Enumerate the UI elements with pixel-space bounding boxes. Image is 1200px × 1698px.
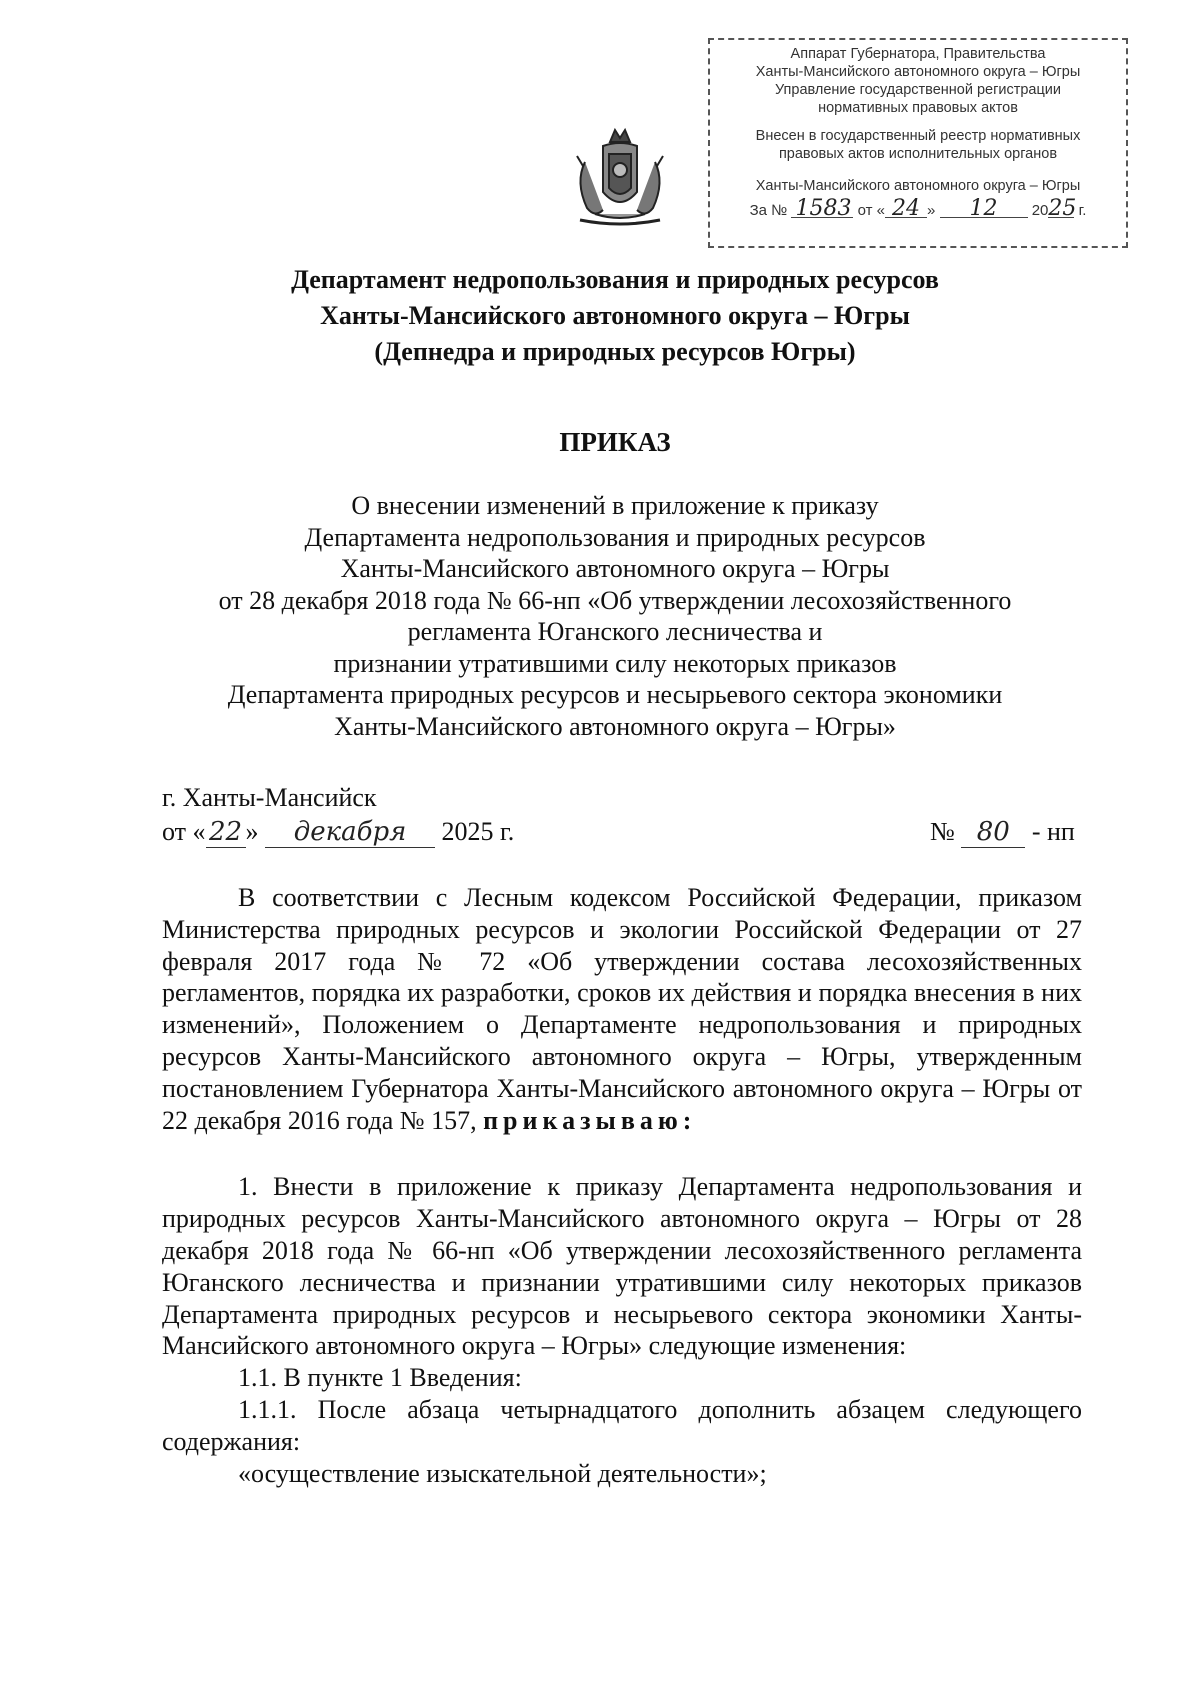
number-suffix: - нп [1031, 817, 1075, 846]
order-word: приказываю: [483, 1105, 697, 1135]
document-date [162, 817, 514, 848]
number-value: 80 [961, 817, 1025, 848]
number-prefix: № [930, 817, 955, 846]
registration-stamp [708, 38, 1128, 248]
stamp-reg-year-end: г. [1078, 202, 1087, 219]
subject-line: регламента Юганского лесничества и [407, 617, 823, 646]
subject-line: от 28 декабря 2018 года № 66-нп «Об утверждении лесохозяйственного [218, 585, 1012, 615]
date-day: 22 [206, 817, 246, 848]
department-short-name: (Депнедра и природных ресурсов Югры) [374, 337, 856, 366]
document-type: ПРИКАЗ [559, 427, 671, 457]
date-prefix: от « [162, 817, 206, 846]
stamp-reg-number: 1583 [791, 200, 853, 218]
place: г. Ханты-Мансийск [162, 783, 377, 812]
stamp-line: Внесен в государственный реестр нормативных [755, 128, 1081, 144]
coat-of-arms-icon [565, 122, 675, 232]
stamp-line: правовых актов исполнительных органов [778, 146, 1058, 162]
item-paragraph: 1.1. В пункте 1 Введения: [238, 1363, 522, 1393]
document-number [930, 817, 1075, 848]
stamp-line: Ханты-Мансийского автономного округа – Югры [755, 178, 1081, 194]
stamp-reg-quote: » [927, 202, 936, 219]
stamp-line: нормативных правовых актов [818, 100, 1018, 116]
subject-line: Ханты-Мансийского автономного округа – Югры» [334, 711, 896, 741]
subject-line: Департамента недропользования и природных ресурсов [304, 522, 926, 552]
subject-line: Департамента природных ресурсов и несырьевого сектора экономики [227, 680, 1003, 709]
stamp-reg-day: 24 [885, 200, 927, 218]
item-paragraph: «осуществление изыскательной деятельности»; [238, 1458, 767, 1488]
stamp-reg-month: 12 [940, 200, 1028, 218]
subject-line: О внесении изменений в приложение к приказу [351, 491, 879, 520]
date-month: декабря [265, 817, 435, 848]
subject-line: Ханты-Мансийского автономного округа – Югры [340, 554, 890, 583]
stamp-line: Аппарат Губернатора, Правительства [790, 46, 1046, 62]
department-name: Департамент недропользования и природных ресурсов [291, 265, 939, 294]
date-year: 2025 г. [441, 817, 515, 846]
department-header [120, 262, 1110, 370]
stamp-reg-prefix: За № [749, 202, 788, 219]
department-region: Ханты-Мансийского автономного округа – Югры [320, 301, 910, 330]
stamp-line: Управление государственной регистрации [774, 82, 1062, 98]
preamble-text: В соответствии с Лесным кодексом Российской Федерации, приказом Министерства природных ресурсов и экологии Российской Федерации от 27 февраля 2017 года № 72 «Об утверждении состава лесохозяйственных регламентов, порядка их разработки, сроков их действия и порядка внесения в них изменений», Положением о Департаменте недропользования и природных ресурсов Ханты-Мансийского автономного округа – Югры, утвержденным постановлением Губернатора Ханты-Мансийского автономного округа – Югры от 22 декабря 2016 года № 157, [162, 883, 1082, 1135]
stamp-reg-year-suffix: 25 [1048, 196, 1077, 221]
date-quote: » [245, 817, 259, 846]
stamp-line: Ханты-Мансийского автономного округа – Югры [755, 64, 1081, 80]
stamp-reg-year-prefix: 20 [1031, 202, 1049, 219]
subject-line: признании утратившими силу некоторых приказов [333, 648, 897, 678]
document-body [162, 882, 1082, 1489]
item-paragraph: 1. Внести в приложение к приказу Департамента недропользования и природных ресурсов Ханты-Мансийского автономного округа – Югры от 28 декабря 2018 года № 66-нп «Об утверждении лесохозяйственного регламента Юганского лесничества и признании утратившими силу некоторых приказов Департамента природных ресурсов и несырьевого сектора экономики Ханты-Мансийского автономного округа – Югры» следующие изменения: [162, 1172, 1082, 1361]
preamble-paragraph [162, 882, 1082, 1136]
document-subject [120, 490, 1110, 742]
item-paragraph: 1.1.1. После абзаца четырнадцатого дополнить абзацем следующего содержания: [162, 1394, 1082, 1456]
stamp-registration-line [710, 196, 1126, 221]
stamp-reg-from: от « [857, 202, 886, 219]
